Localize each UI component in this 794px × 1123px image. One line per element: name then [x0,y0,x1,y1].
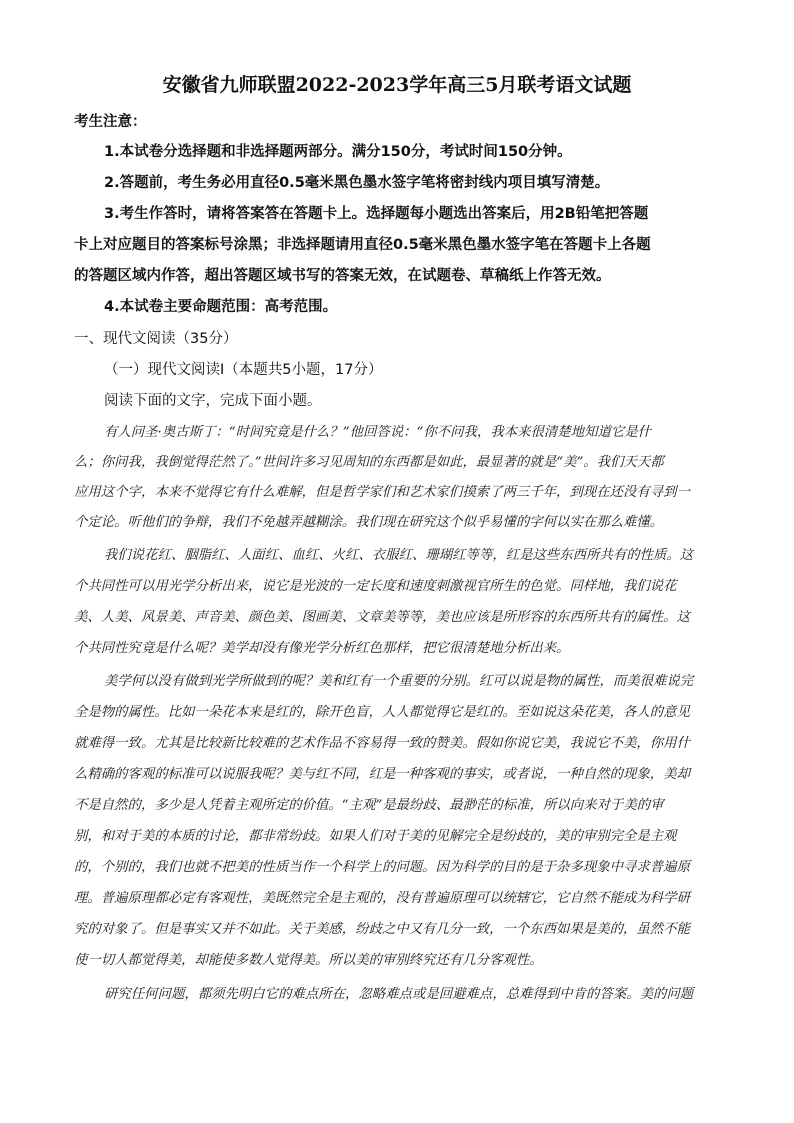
page-title: 安徽省九师联盟2022-2023学年高三5月联考语文试题 [162,74,632,96]
passage-line: 个共同性可以用光学分析出来，说它是光波的一定长度和速度刺激视官所生的色觉。同样地，我们说花 [74,579,677,594]
passage-line: 别，和对于美的本质的讨论，都非常纷歧。如果人们对于美的见解完全是纷歧的，美的审别完全是主观 [74,829,677,844]
passage-line: 么精确的客观的标准可以说服我呢？美与红不同，红是一种客观的事实，或者说，一种自然的现象，美却 [74,767,690,782]
passage-line: 究的对象了。但是事实又并不如此。关于美感，纷歧之中又有几分一致，一个东西如果是美的，虽然不能 [74,922,690,937]
notice-line-3: 3.考生作答时，请将答案答在答题卡上。选择题每小题选出答案后，用2B铅笔把答题 [104,206,649,222]
passage-line: 全是物的属性。比如一朵花本来是红的，除开色盲，人人都觉得它是红的。至如说这朵花美，各人的意见 [74,705,690,720]
passage-line: 的，个别的，我们也就不把美的性质当作一个科学上的问题。因为科学的目的是于杂多现象中寻求普遍原 [74,860,690,875]
passage-line: 么；你问我，我倒觉得茫然了。”世间许多习见周知的东西都是如此，最显著的就是“美”。我们天天都 [74,455,664,470]
notice-line-1: 1.本试卷分选择题和非选择题两部分。满分150分，考试时间150分钟。 [104,144,572,160]
passage-line: 我们说花红、胭脂红、人面红、血红、火红、衣服红、珊瑚红等等，红是这些东西所共有的性质。这 [104,548,694,563]
passage-line: 个定论。听他们的争辩，我们不免越弄越糊涂。我们现在研究这个似乎易懂的字何以实在那么难懂。 [74,515,664,530]
passage-line: 有人问圣·奥古斯丁：“时间究竟是什么？”他回答说：“你不问我，我本来很清楚地知道它是什 [104,425,652,440]
passage-line: 个共同性究竟是什么呢？美学却没有像光学分析红色那样，把它很清楚地分析出来。 [74,641,570,656]
passage-line: 使一切人都觉得美，却能使多数人觉得美。所以美的审别终究还有几分客观性。 [74,953,543,968]
passage-line: 理。普遍原理都必定有客观性，美既然完全是主观的，没有普遍原理可以统辖它，它自然不能成为科学研 [74,891,690,906]
notice-line-2: 2.答题前，考生务必用直径0.5毫米黑色墨水签字笔将密封线内项目填写清楚。 [104,175,610,191]
passage-line: 美学何以没有做到光学所做到的呢？美和红有一个重要的分别。红可以说是物的属性，而美很难说完 [104,674,694,689]
section-heading: 一、现代文阅读（35分） [74,331,238,347]
notice-line-4: 卡上对应题目的答案标号涂黑；非选择题请用直径0.5毫米黑色墨水签字笔在答题卡上各题 [74,237,651,253]
section-subheading: （一）现代文阅读Ⅰ（本题共5小题，17分） [104,362,383,378]
passage-line: 美、人美、风景美、声音美、颜色美、图画美、文章美等等，美也应该是所形容的东西所共有的属性。这 [74,610,690,625]
passage-line: 研究任何问题，都须先明白它的难点所在，忽略难点或是回避难点，总难得到中肯的答案。美的问题 [104,987,694,1002]
notice-label: 考生注意： [74,114,147,130]
notice-line-6: 4.本试卷主要命题范围：高考范围。 [104,299,338,315]
reading-prompt: 阅读下面的文字，完成下面小题。 [104,393,322,409]
passage-line: 不是自然的，多少是人凭着主观所定的价值。“主观”是最纷歧、最渺茫的标准，所以向来对于美的审 [74,798,664,813]
notice-line-5: 的答题区域内作答，超出答题区域书写的答案无效，在试题卷、草稿纸上作答无效。 [74,268,611,284]
passage-line: 就难得一致。尤其是比较新比较难的艺术作品不容易得一致的赞美。假如你说它美，我说它不美，你用什 [74,736,690,751]
passage-line: 应用这个字，本来不觉得它有什么难解，但是哲学家们和艺术家们摸索了两三千年，到现在还没有寻到一 [74,485,690,500]
